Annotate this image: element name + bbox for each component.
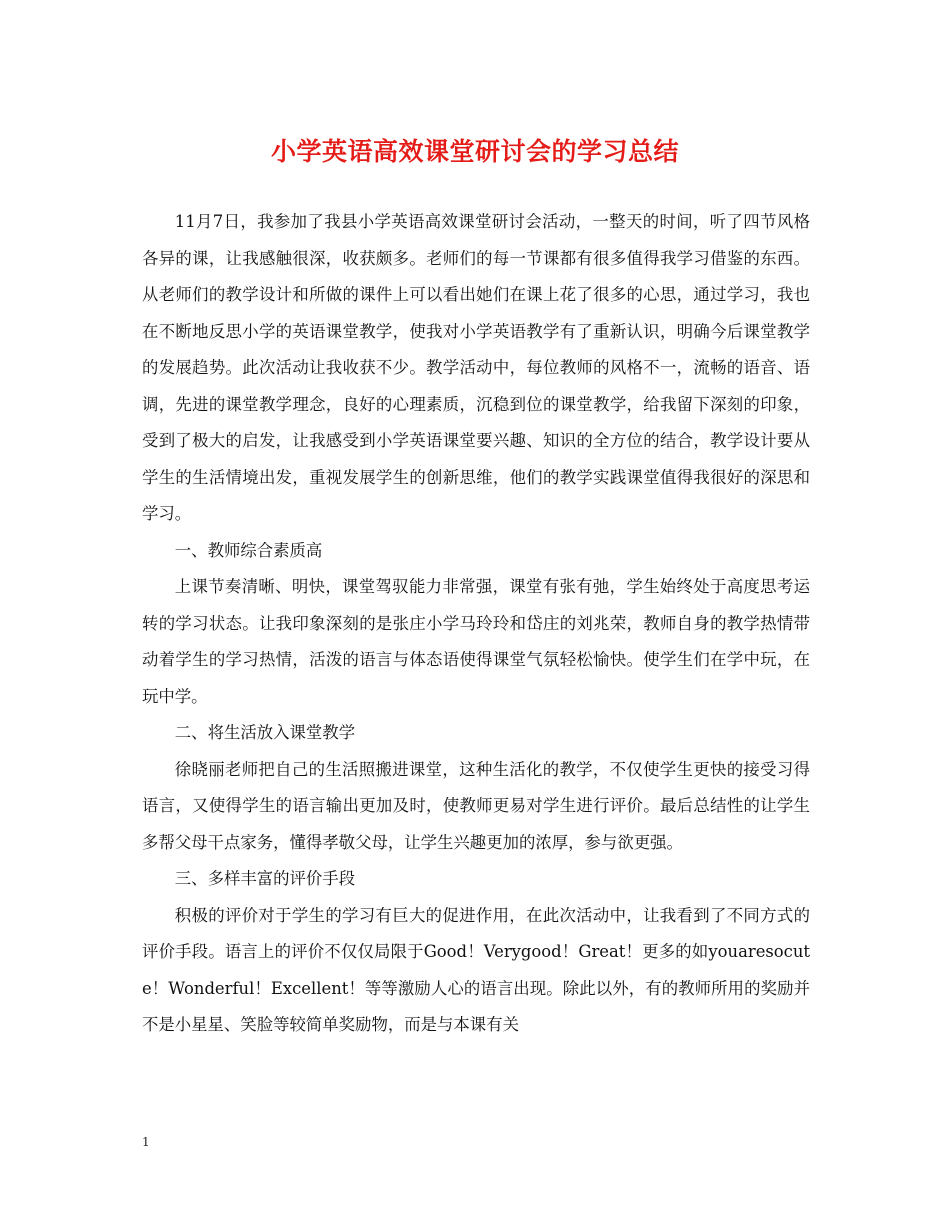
section-heading-3: 三、多样丰富的评价手段 <box>174 869 356 888</box>
page-number: 1 <box>142 1135 150 1149</box>
paragraph-section-3: 积极的评价对于学生的学习有巨大的促进作用，在此次活动中，让我看到了不同方式的评价手段。语言上的评价不仅仅局限于Good！Verygood！Great！更多的如youaresocute！Wonderful！Excellent！等等激励人心的语言出现。除此以外，有的教师所用的奖励并不是小星星、笑脸等较简单奖励物，而是与本课有关 <box>142 905 810 1034</box>
section-heading-1: 一、教师综合素质高 <box>174 540 323 560</box>
document-title: 小学英语高效课堂研讨会的学习总结 <box>270 137 679 166</box>
document-body <box>142 204 810 1044</box>
section-heading-2: 二、将生活放入课堂教学 <box>174 723 356 742</box>
paragraph-intro: 11月7日，我参加了我县小学英语高效课堂研讨会活动，一整天的时间，听了四节风格各异的课，让我感触很深，收获颇多。老师们的每一节课都有很多值得我学习借鉴的东西。从老师们的教学设计和所做的课件上可以看出她们在课上花了很多的心思，通过学习，我也在不断地反思小学的英语课堂教学，使我对小学英语教学有了重新认识，明确今后课堂教学的发展趋势。此次活动让我收获不少。教学活动中，每位教师的风格不一，流畅的语音、语调，先进的课堂教学理念，良好的心理素质，沉稳到位的课堂教学，给我留下深刻的印象，受到了极大的启发，让我感受到小学英语课堂要兴趣、知识的全方位的结合，教学设计要从学生的生活情境出发，重视发展学生的创新思维，他们的教学实践课堂值得我很好的深思和学习。 <box>142 212 810 523</box>
paragraph-section-1: 上课节奏清晰、明快，课堂驾驭能力非常强，课堂有张有弛，学生始终处于高度思考运转的学习状态。让我印象深刻的是张庄小学马玲玲和岱庄的刘兆荣，教师自身的教学热情带动着学生的学习热情，活泼的语言与体态语使得课堂气氛轻松愉快。使学生们在学中玩，在玩中学。 <box>142 577 810 706</box>
paragraph-section-2: 徐晓丽老师把自己的生活照搬进课堂，这种生活化的教学，不仅使学生更快的接受习得语言，又使得学生的语言输出更加及时，使教师更易对学生进行评价。最后总结性的让学生多帮父母干点家务，懂得孝敬父母，让学生兴趣更加的浓厚，参与欲更强。 <box>142 759 810 852</box>
